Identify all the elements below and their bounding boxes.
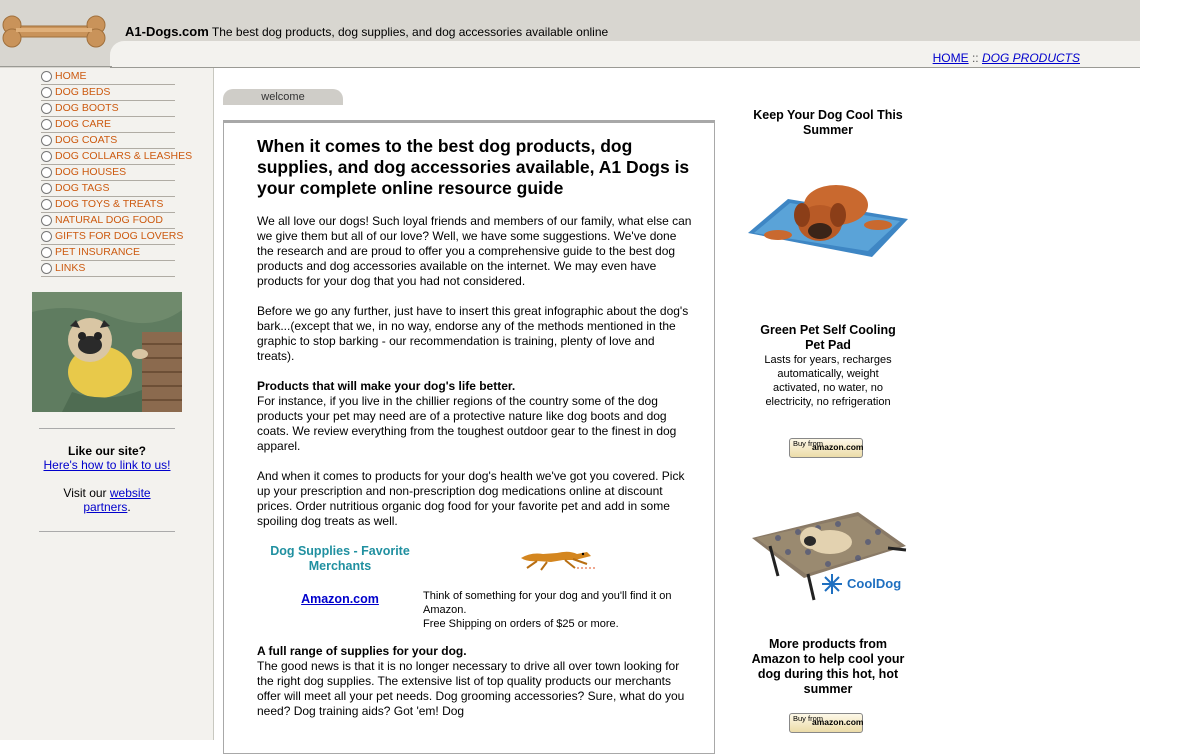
sidebar-item-gifts[interactable] [41,229,184,245]
products-section-text: For instance, if you live in the chillier regions of the country some of the dog products your pet may need are of a protective nature like dog boots and dog coats. We review everything from the toughest outdoor gear to the finest in dog apparel. [257,394,677,453]
content-body [257,136,692,734]
more-products-title: More products from Amazon to help cool your dog during this hot, hot summer [751,637,905,696]
visit-suffix: . [127,500,131,514]
sidebar-divider [39,531,175,532]
cooldog-pad-image[interactable] [748,508,912,606]
partners-text [32,486,182,514]
sidebar-item-label: DOG TAGS [55,182,110,194]
site-header [0,0,1140,68]
cooldog-logo [822,574,901,594]
site-tagline: The best dog products, dog supplies, and dog accessories available online [211,25,609,39]
tab-welcome[interactable]: welcome [223,89,343,105]
sidebar-item-label: DOG COLLARS & LEASHES [55,150,193,162]
header-divider [0,66,112,67]
radio-bullet-icon [41,103,52,114]
pug-swimming-image [32,292,182,412]
radio-bullet-icon [41,167,52,178]
supplies-section [257,644,692,719]
sidebar-divider [39,428,175,429]
sidebar-menu [41,69,193,277]
radio-bullet-icon [41,119,52,130]
sidebar-item-dog-tags[interactable] [41,181,175,197]
cooling-pad-dog-image[interactable] [748,175,908,260]
radio-bullet-icon [41,199,52,210]
product-description: Lasts for years, recharges automatically, weight activated, no water, no electricity, no refrigeration [764,354,892,408]
sidebar-item-label: DOG BOOTS [55,102,119,114]
buy-from-amazon-button[interactable] [789,438,863,458]
product-title[interactable]: Green Pet Self Cooling Pet Pad [760,323,896,352]
products-section [257,379,692,454]
site-name: A1-Dogs.com [125,24,209,39]
sidebar-item-dog-boots[interactable] [41,101,175,117]
radio-bullet-icon [41,231,52,242]
supplies-section-text: The good news is that it is no longer necessary to drive all over town looking for the right dog supplies. The extensive list of top quality products our merchants offer will meet all your pet needs. Dog grooming accessories? Sure, what do you need? Dog training aids? Got 'em! Dog [257,659,685,718]
like-title: Like our site? [67,444,147,458]
merchants-title: Dog Supplies - Favorite Merchants [270,544,410,573]
supplies-section-title: A full range of supplies for your dog. [257,644,467,658]
sidebar-item-label: GIFTS FOR DOG LOVERS [55,230,184,242]
link-to-us-box [32,444,182,514]
sidebar-item-dog-toys[interactable] [41,197,175,213]
health-paragraph: And when it comes to products for your dog's health we've got you covered. Pick up your prescription and non-prescription dog medications online at discount prices. Order nutritious organic dog food for your favorite pet and add in some spoiling dog treats as well. [257,469,685,528]
visit-prefix: Visit our [63,486,107,500]
link-to-us-link[interactable]: Here's how to link to us! [43,458,171,472]
sidebar-item-dog-coats[interactable] [41,133,175,149]
amazon-link[interactable]: Amazon.com [301,592,379,606]
nav-dog-products-link[interactable]: DOG PRODUCTS [981,51,1080,65]
amazon-desc-line1: Think of something for your dog and you'll find it on Amazon. [423,590,672,616]
sidebar-item-dog-houses[interactable] [41,165,175,181]
sidebar-item-label: DOG TOYS & TREATS [55,198,164,210]
sidebar-item-label: DOG BEDS [55,86,111,98]
promo-title: Keep Your Dog Cool This Summer [753,108,903,137]
breadcrumb [933,51,1080,65]
cooldog-brand-text: CoolDog [847,576,902,591]
sidebar-item-natural-food[interactable] [41,213,175,229]
radio-bullet-icon [41,263,52,274]
buy-label: Buy from [793,714,824,723]
nav-home-link[interactable]: HOME [932,51,969,65]
sidebar-item-home[interactable] [41,69,175,85]
radio-bullet-icon [41,135,52,146]
merchants-header [257,544,692,589]
sidebar-item-dog-collars[interactable] [41,149,193,165]
amazon-brand-label: amazon.com [812,442,864,452]
sidebar-item-dog-beds[interactable] [41,85,175,101]
sidebar-item-label: NATURAL DOG FOOD [55,214,163,226]
sidebar-item-label: DOG CARE [55,118,112,130]
sidebar-item-dog-care[interactable] [41,117,175,133]
intro-paragraph: We all love our dogs! Such loyal friends and members of our family, what else can we give them but all of our love? Well, we have some suggestions. We've done the research and are proud to offer you a comprehensive guide to the best dog products and dog accessories available on the internet. We may even have products for your dog that you had not considered. [257,214,692,288]
site-title [125,24,608,39]
sidebar-item-label: HOME [55,70,87,82]
radio-bullet-icon [41,87,52,98]
website-partners-link[interactable]: website partners [83,486,151,514]
page-title: When it comes to the best dog products, dog supplies, and dog accessories available, A1 Dogs is your complete online resource guide [257,136,690,198]
more-products-box [740,637,916,697]
sidebar-item-links[interactable] [41,261,175,277]
breadcrumb-separator: :: [971,51,979,65]
buy-label: Buy from [793,439,824,448]
sidebar-item-label: DOG COATS [55,134,118,146]
amazon-brand-label: amazon.com [812,717,864,727]
sidebar-item-label: PET INSURANCE [55,246,140,258]
pug-swimming-photo [32,292,182,412]
amazon-description [423,589,693,631]
amazon-merchant-row [257,589,692,644]
sidebar-item-label: LINKS [55,262,86,274]
infographic-paragraph: Before we go any further, just have to insert this great infographic about the dog's bark...(except that we, in no way, endorse any of the methods mentioned in the graphic to stop barking - our recommendation is training, plenty of love and treats). [257,304,689,363]
sidebar-item-pet-insurance[interactable] [41,245,175,261]
radio-bullet-icon [41,183,52,194]
content-panel [223,120,715,754]
left-sidebar [0,68,214,740]
promo-title-box [740,108,916,138]
radio-bullet-icon [41,71,52,82]
radio-bullet-icon [41,215,52,226]
buy-from-amazon-button-2[interactable] [789,713,863,733]
radio-bullet-icon [41,247,52,258]
product-box [740,323,916,409]
running-dog-icon [517,544,597,572]
radio-bullet-icon [41,151,52,162]
bone-logo-icon[interactable] [0,14,108,48]
amazon-desc-line2: Free Shipping on orders of $25 or more. [423,618,619,630]
sidebar-item-label: DOG HOUSES [55,166,127,178]
products-section-title: Products that will make your dog's life better. [257,379,516,393]
